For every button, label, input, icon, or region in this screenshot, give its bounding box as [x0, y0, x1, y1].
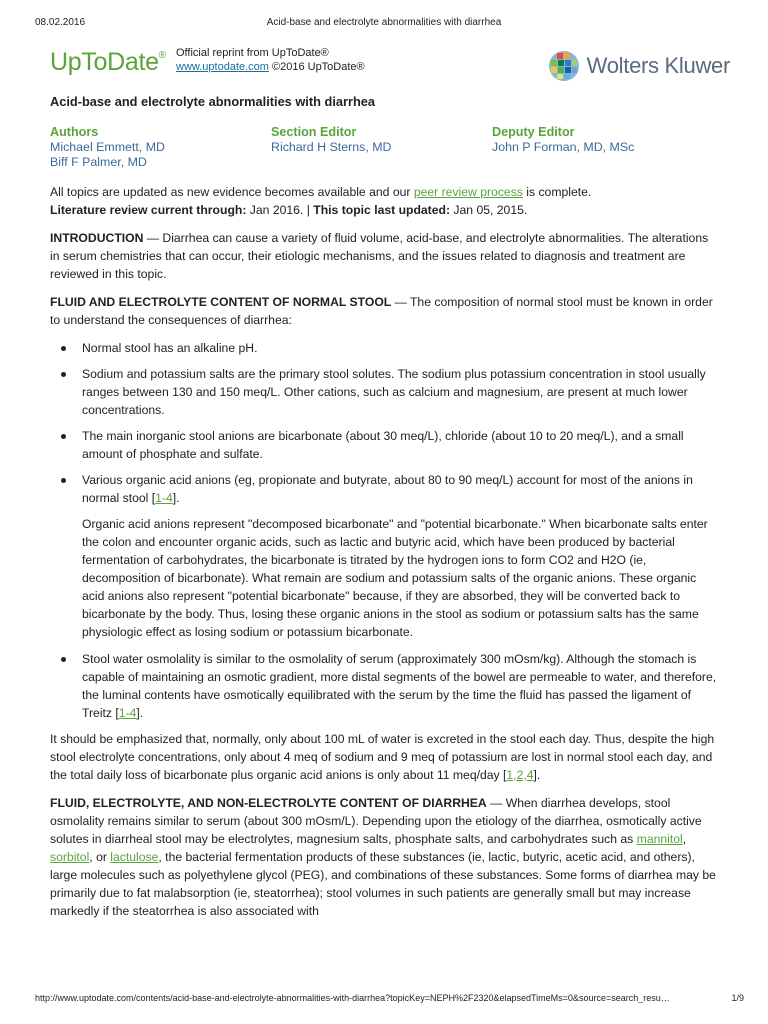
article-body — [50, 93, 718, 927]
normal-stool-list — [50, 339, 718, 507]
publisher-name: Wolters Kluwer — [586, 53, 730, 78]
reprint-line: Official reprint from UpToDate® — [176, 47, 329, 59]
brand-bar — [50, 44, 730, 86]
section-heading: FLUID, ELECTROLYTE, AND NON-ELECTROLYTE CONTENT OF DIARRHEA — [50, 796, 487, 810]
normal-stool-list-cont — [50, 650, 718, 722]
uptodate-logo[interactable]: UpToDate® — [50, 48, 166, 76]
list-item: Sodium and potassium salts are the primary stool solutes. The sodium plus potassium concentration in stool usually ranges between 130 and 150 meq/L. Other cations, such as calcium and magnesium, are present at much lower concentrations. — [50, 365, 718, 419]
organic-anion-paragraph: Organic acid anions represent "decomposed bicarbonate" and "potential bicarbonate." When bicarbonate salts enter the colon and encounter organic acids, such as lactic and butyric acid, which have been produced by bacterial fermentation of carbohydrates, the bicarbonate is titrated by the hydrogen ions to form CO2 and H2O (ie, decomposition of bicarbonate). What remain are sodium and potassium salts of the organic anions. These organic acid anions also represent "potential bicarbonate" because, if they are absorbed, they will be converted back to bicarbonate by the body. Thus, losing these organic anions in the stool as sodium or potassium salts has the same physiologic effect as losing sodium or potassium bicarbonate. — [82, 517, 708, 639]
reference-link[interactable]: 1-4 — [155, 491, 173, 505]
uptodate-link[interactable]: www.uptodate.com — [176, 61, 269, 73]
copyright-text: ©2016 UpToDate® — [268, 61, 365, 73]
globe-icon — [548, 50, 580, 82]
section-heading: INTRODUCTION — [50, 231, 144, 245]
daily-loss-paragraph: It should be emphasized that, normally, only about 100 mL of water is excreted in the stool each day. Thus, despite the high stool electrolyte concentrations, only about 4 meq of sodium and 9 meq of potassium are lost in normal stool each day, and the total daily loss of bicarbonate plus organic acid anions is only about 11 meq/day [1,2,4]. — [50, 732, 715, 782]
lit-review-label: Literature review current through: — [50, 203, 247, 217]
contributors — [50, 125, 718, 170]
authors-heading: Authors — [50, 125, 99, 139]
peer-review-link[interactable]: peer review process — [413, 185, 523, 199]
section-editor-name[interactable]: Richard H Sterns, MD — [271, 140, 392, 154]
diarrhea-content-section: FLUID, ELECTROLYTE, AND NON-ELECTROLYTE CONTENT OF DIARRHEA — When diarrhea develops, stool osmolality remains similar to serum (about 300 mOsm/L). Depending upon the etiology of the diarrhea, osmotically active solutes in diarrheal stool may be electrolytes, magnesium salts, phosphate salts, and carbohydrates such as mannitol, sorbitol, or lactulose, the bacterial fermentation products of these substances (ie, lactic, butyric, acetic acid, and others), large molecules such as polyethylene glycol (PEG), and combinations of these substances. Some forms of diarrhea may be primarily due to fat malabsorption (ie, steatorrhea); stool volumes in such patients are generally small but may increase markedly if the steatorrhea is also associated with — [50, 796, 716, 918]
section-editor-column — [271, 125, 492, 170]
author-name[interactable]: Michael Emmett, MD — [50, 140, 165, 154]
list-item: Normal stool has an alkaline pH. — [50, 339, 718, 357]
deputy-editor-heading: Deputy Editor — [492, 125, 575, 139]
topic-meta: All topics are updated as new evidence becomes available and our peer review process is complete. Literature review current through: Jan 2016. | This topic last updated: Jan 05, 2015. — [50, 185, 592, 217]
deputy-editor-name[interactable]: John P Forman, MD, MSc — [492, 140, 635, 154]
print-title: Acid-base and electrolyte abnormalities with diarrhea — [266, 17, 502, 28]
list-item: The main inorganic stool anions are bicarbonate (about 30 meq/L), chloride (about 10 to 20 meq/L), and a small amount of phosphate and sulfate. — [50, 427, 718, 463]
page-url: http://www.uptodate.com/contents/acid-base-and-electrolyte-abnormalities-with-diarrhea?topicKey=NEPH%2F2320&elapsedTimeMs=0&source=search_resu… — [35, 993, 670, 1003]
author-name[interactable]: Biff F Palmer, MD — [50, 155, 147, 169]
lit-review-value: Jan 2016. | — [246, 203, 314, 217]
print-date: 08.02.2016 — [35, 17, 86, 28]
list-item: Various organic acid anions (eg, propionate and butyrate, about 80 to 90 meq/L) account for most of the anions in normal stool [1-4]. — [50, 471, 718, 507]
authors-column — [50, 125, 271, 170]
section-heading: FLUID AND ELECTROLYTE CONTENT OF NORMAL STOOL — [50, 295, 392, 309]
list-item: Stool water osmolality is similar to the osmolality of serum (approximately 300 mOsm/kg). Although the stomach is capable of maintaining an osmotic gradient, more distal segments of the bowel are permeable to water, and therefore, the luminal contents have osmotically equilibrated with the serum by the time the fluid has passed the ligament of Treitz [1-4]. — [50, 650, 718, 722]
deputy-editor-column — [492, 125, 634, 170]
lactulose-link[interactable]: lactulose — [110, 850, 159, 864]
normal-stool-section: FLUID AND ELECTROLYTE CONTENT OF NORMAL STOOL — The composition of normal stool must be known in order to understand the consequences of diarrhea: — [50, 295, 713, 327]
reference-link[interactable]: 1,2,4 — [506, 768, 534, 782]
reprint-notice — [176, 46, 365, 74]
page-number: 1/9 — [731, 993, 744, 1003]
reference-link[interactable]: 1-4 — [118, 706, 137, 720]
last-updated-label: This topic last updated: — [313, 203, 451, 217]
sorbitol-link[interactable]: sorbitol — [50, 850, 90, 864]
wolters-kluwer-logo[interactable] — [548, 50, 730, 82]
article-title: Acid-base and electrolyte abnormalities with diarrhea — [50, 94, 375, 109]
mannitol-link[interactable]: mannitol — [636, 832, 683, 846]
last-updated-value: Jan 05, 2015. — [450, 203, 528, 217]
introduction-section: INTRODUCTION — Diarrhea can cause a variety of fluid volume, acid-base, and electrolyte abnormalities. The alterations in serum chemistries that can occur, their etiologic mechanisms, and the issues related to diagnosis and treatment are reviewed in this topic. — [50, 231, 709, 281]
section-editor-heading: Section Editor — [271, 125, 357, 139]
